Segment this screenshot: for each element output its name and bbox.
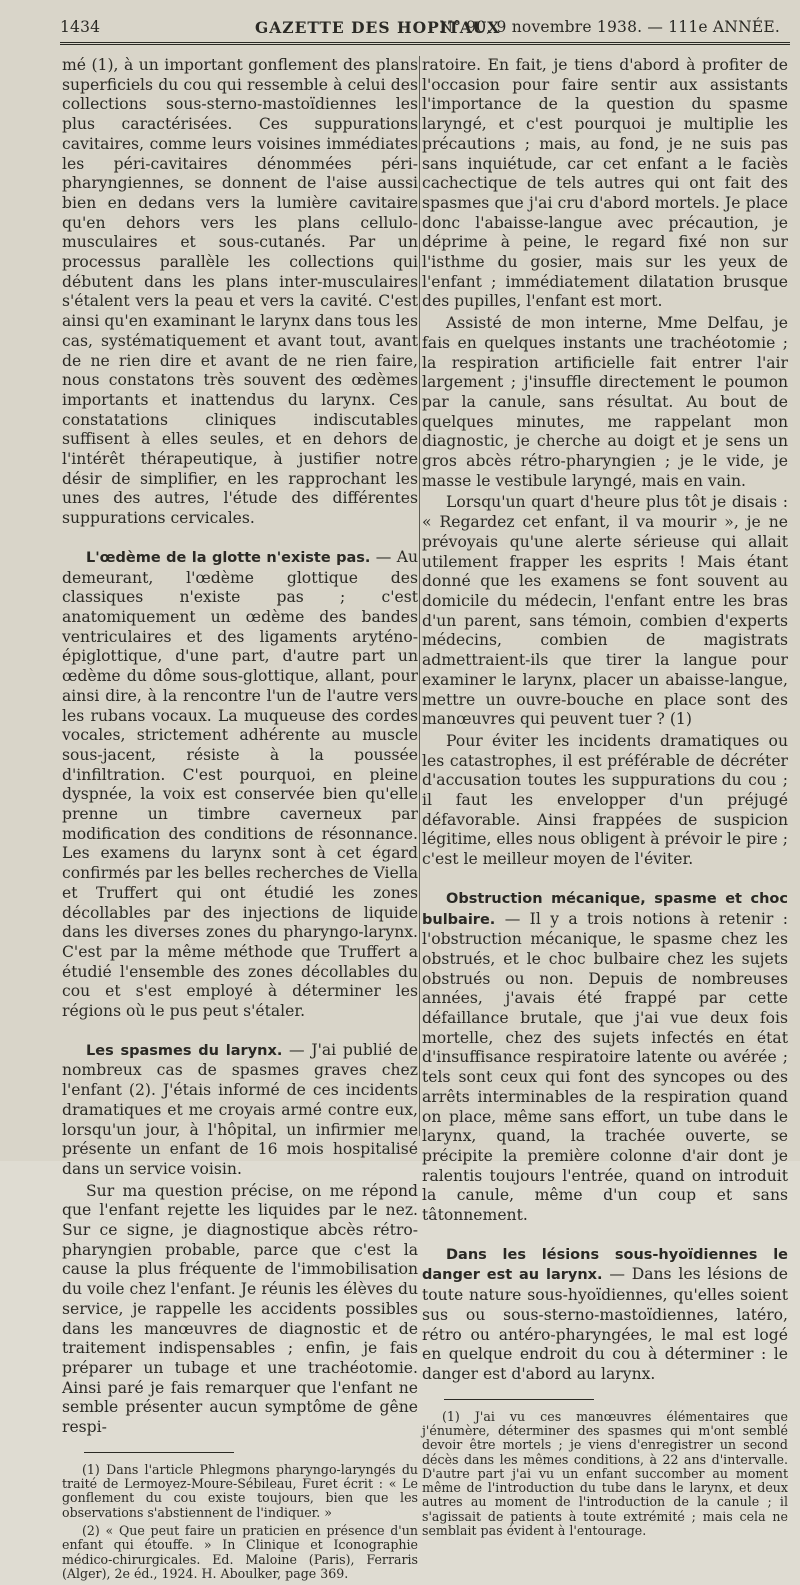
left-paragraph-3-text: — J'ai publié de nombreux cas de spasmes graves chez l'enfant (2). J'étais informé de ces incidents dramatiques et me croyais armé contre eux, lorsqu'un jour, à l'hôpital, un infirmier me présente un enfant de 16 mois hospitalisé dans un service voisin. — [62, 1040, 418, 1178]
left-paragraph-3 — [62, 1041, 418, 1180]
section-heading-spasmes: Les spasmes du larynx. — [86, 1042, 283, 1059]
section-heading-lesions: Dans les lésions sous-hyoïdiennes le danger est au larynx. — [422, 1246, 788, 1284]
right-paragraph-5-text: — Il y a trois notions à retenir : l'obstruction mécanique, le spasme chez les obstrués, et le choc bulbaire chez les sujets obstrués ou non. Depuis de nombreuses années, j'avais été frappé par cette défaillance brutale, que j'ai vue deux fois mortelle, chez des sujets infectés en état d'insuffisance respiratoire latente ou avérée ; tels sont ceux qui font des syncopes ou des arrêts interminables de la respiration quand on place, même sans effort, un tube dans le larynx, quand, la trachée ouverte, se précipite la première colonne d'air dont je ralentis toujours l'entrée, quand on introduit la canule, même d'un coup et sans tâtonnement. — [422, 909, 788, 1225]
left-column — [62, 56, 418, 1585]
left-footnotes — [62, 1463, 418, 1581]
footnote-right-1: (1) J'ai vu ces manœuvres élémentaires que j'énumère, déterminer des spasmes qui m'ont semblé devoir être mortels ; je viens d'enregistrer un second décès dans les mêmes conditions, à 22 ans d'intervalle. D'autre part j'ai vu un enfant succomber au moment même de l'introduction du tube dans le larynx, et deux autres au moment de l'introduction de la canule ; il s'agissait de patients à toute extrémité ; mais cela ne semblait pas évident à l'entourage. — [422, 1408, 788, 1539]
right-paragraph-1: ratoire. En fait, je tiens d'abord à profiter de l'occasion pour faire sentir aux assistants l'importance de la question du spasme laryngé, et c'est pourquoi je multiplie les précautions ; mais, au fond, je ne suis pas sans inquiétude, car cet enfant a le faciès cachectique de tels autres qui ont fait des spasmes que j'ai cru d'abord mortels. Je place donc l'abaisse-langue avec précaution, je déprime à peine, le regard fixé non sur l'isthme du gosier, mais sur les yeux de l'enfant ; immédiatement dilatation brusque des pupilles, l'enfant est mort. — [422, 56, 788, 311]
right-footnotes — [422, 1410, 788, 1539]
right-paragraph-6 — [422, 1245, 788, 1385]
issue-info: N° 90, 9 novembre 1938. — 111e ANNÉE. — [439, 18, 780, 36]
left-paragraph-2-text: — Au demeurant, l'œdème glottique des classiques n'existe pas ; c'est anatomiquement un œdème des bandes ventriculaires et des ligaments aryténo-épiglottique, d'une part, d'autre part un œdème du dôme sous-glottique, allant, pour ainsi dire, à la rencontre l'un de l'autre vers les rubans vocaux. La muqueuse des cordes vocales, strictement adhérente au muscle sous-jacent, résiste à la poussée d'infiltration. C'est pourquoi, en pleine dyspnée, la voix est conservée bien qu'elle prenne un timbre caverneux par modification des conditions de résonnance. Les examens du larynx sont à cet égard confirmés par les belles recherches de Viella et Truffert qui ont étudié les zones décollables par des injections de liquide dans les diverses zones du pharyngo-larynx. C'est par la même méthode que Truffert a étudié l'ensemble des zones décollables du cou et s'est employé à déterminer les régions où le pus peut s'étaler. — [62, 547, 419, 1021]
right-paragraph-5 — [422, 889, 788, 1226]
right-column — [422, 56, 788, 1542]
column-divider — [419, 56, 420, 1136]
footnote-1: (1) Dans l'article Phlegmons pharyngo-laryngés du traité de Lermoyez-Moure-Sébileau, Furet écrit : « Le gonflement du cou existe toujours, bien que les observations s'abstiennent de l'indiquer. » — [62, 1461, 418, 1520]
right-paragraph-4: Pour éviter les incidents dramatiques ou les catastrophes, il est préférable de décréter d'accusation toutes les suppurations du cou ; il faut les envelopper d'un préjugé défavorable. Ainsi frappées de suspicion légitime, elles nous obligent à prévoir le pire ; c'est le meilleur moyen de l'éviter. — [422, 731, 788, 869]
right-paragraph-6-text: — Dans les lésions de toute nature sous-hyoïdiennes, qu'elles soient sus ou sous-sterno-mastoïdiennes, latéro, rétro ou antéro-pharyngées, le mal est logé en quelque endroit du cou à déterminer : le danger est d'abord au larynx. — [422, 1265, 788, 1383]
journal-title: GAZETTE DES HOPITAUX — [255, 18, 501, 37]
page-header — [60, 14, 790, 45]
footnote-2: (2) « Que peut faire un praticien en présence d'un enfant qui étouffe. » In Clinique et Iconographie médico-chirurgicales. Ed. Maloine (Paris), Ferraris (Alger), 2e éd., 1924. H. Aboulker, page 369. — [62, 1523, 418, 1581]
left-paragraph-1: mé (1), à un important gonflement des plans superficiels du cou qui ressemble à celui des collections sous-sterno-mastoïdiennes les plus caractérisées. Ces suppurations cavitaires, comme leurs voisines immédiates les péri-cavitaires dénommées péri-pharyngiennes, se donnent de l'aise aussi bien en dedans vers la lumière cavitaire qu'en dehors vers les plans cellulo-musculaires et sous-cutanés. Par un processus parallèle les collections qui débutent dans les plans inter-musculaires s'étalent vers la peau et vers la cavité. C'est ainsi qu'en examinant le larynx dans tous les cas, systématiquement et avant tout, avant de ne rien dire et avant de ne rien faire, nous constatons très souvent des œdèmes importants et inattendus du larynx. Ces constatations cliniques indiscutables suffisent à elles seules, et en dehors de l'intérêt thérapeutique, à justifier notre désir de simplifier, en les rapprochant les unes des autres, l'étude des différentes suppurations cervicales. — [62, 56, 418, 528]
page-number: 1434 — [60, 18, 101, 36]
section-heading-glotte: L'œdème de la glotte n'existe pas. — [86, 549, 371, 566]
left-paragraph-2 — [62, 548, 418, 1022]
left-paragraph-4: Sur ma question précise, on me répond que l'enfant rejette les liquides par le nez. Sur ce signe, je diagnostique abcès rétro-pharyngien probable, parce que c'est la cause la plus fréquente de l'immobilisation du voile chez l'enfant. Je réunis les élèves du service, je rappelle les accidents possibles dans les manœuvres de diagnostic et de traitement indispensables ; enfin, je fais préparer un tubage et une trachéotomie. Ainsi paré je fais remarquer que l'enfant ne semble présenter aucun symptôme de gêne respi- — [62, 1181, 418, 1437]
footnote-rule — [84, 1452, 234, 1453]
footnote-rule-right — [444, 1399, 594, 1400]
right-paragraph-2: Assisté de mon interne, Mme Delfau, je fais en quelques instants une trachéotomie ; la respiration artificielle fait entrer l'air largement ; j'insuffle directement le poumon par la canule, sans résultat. Au bout de quelques minutes, me rappelant mon diagnostic, je cherche au doigt et je sens un gros abcès rétro-pharyngien ; je le vide, je masse le vestibule laryngé, mais en vain. — [422, 314, 788, 490]
section-heading-obstruction: Obstruction mécanique, spasme et choc bulbaire. — [422, 890, 788, 928]
right-paragraph-3: Lorsqu'un quart d'heure plus tôt je disais : « Regardez cet enfant, il va mourir », je ne prévoyais qu'une alerte sérieuse qui allait utilement frapper les esprits ! Mais étant donné que les examens se font souvent au domicile du médecin, l'enfant entre les bras d'un parent, sans témoin, combien d'experts médecins, combien de magistrats admettraient-ils que tirer la langue pour examiner le larynx, placer un abaisse-langue, mettre un ouvre-bouche en place sont des manœuvres qui peuvent tuer ? (1) — [422, 493, 788, 729]
